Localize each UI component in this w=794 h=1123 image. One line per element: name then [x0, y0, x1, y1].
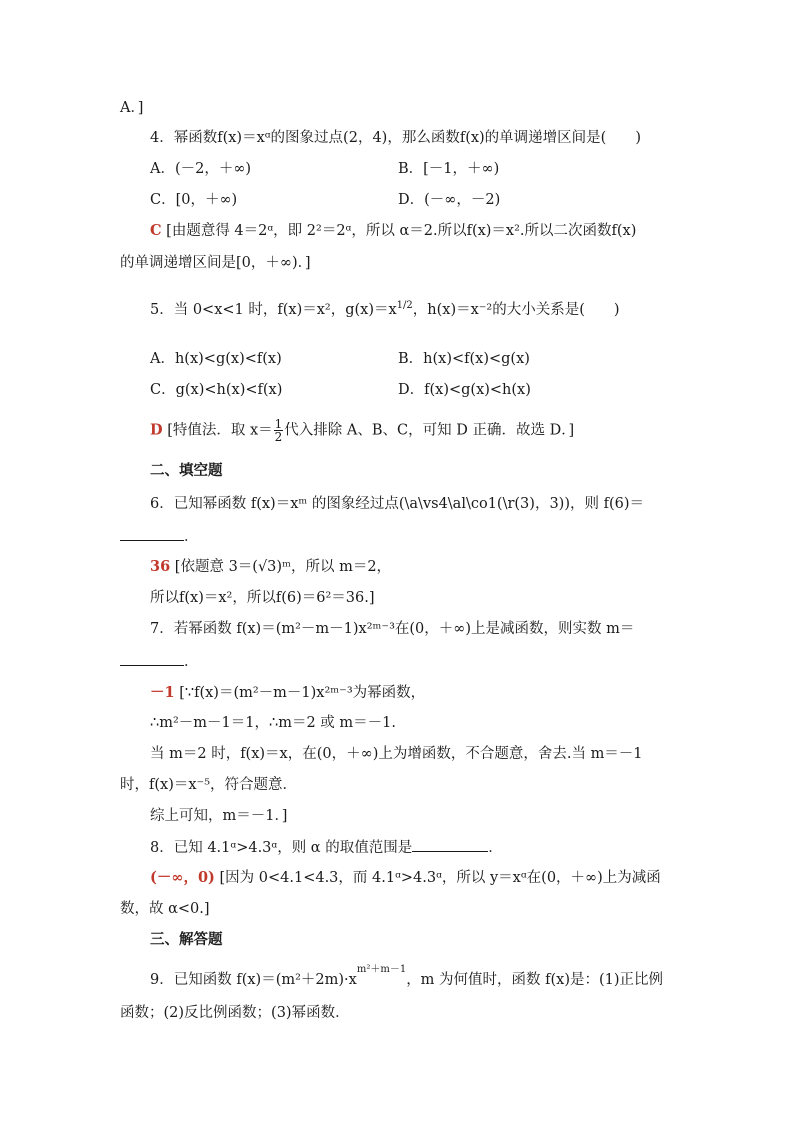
- q6-period: ．: [184, 529, 199, 545]
- q5-answer: [150, 418, 574, 443]
- q6-answer-text: [依题意 3＝(√3)ᵐ，所以 m＝2，: [174, 559, 392, 575]
- q7-answer-line5: 综上可知，m＝－1．]: [150, 808, 288, 824]
- q4-option-b: B．[－1，＋∞): [398, 161, 500, 177]
- q5-option-a: A．h(x)<g(x)<f(x): [150, 351, 282, 367]
- section-fill-in: 二、填空题: [150, 462, 223, 479]
- q6-answer-value: 36: [150, 558, 171, 575]
- section-solution: 三、解答题: [150, 931, 223, 948]
- q6-answer-line2: 所以f(x)＝x²，所以f(6)＝6²＝36.]: [150, 590, 375, 606]
- q5-stem-pre: 5．当 0<x<1 时，f(x)＝x²，g(x)＝x: [150, 302, 397, 318]
- q5-exponent: 1/2: [396, 300, 413, 312]
- question-7-stem: 7．若幂函数 f(x)＝(m²－m－1)x²ᵐ⁻³在(0，＋∞)上是减函数，则实数 m＝: [150, 621, 635, 637]
- q8-answer-text: [因为 0<4.1<4.3，而 4.1ᵅ>4.3ᵅ，所以 y＝xᵅ在(0，＋∞)上为减函: [219, 870, 661, 886]
- q8-period: ．: [488, 840, 503, 856]
- q7-answer: [150, 683, 425, 703]
- q8-answer: [150, 868, 661, 888]
- q5-option-c: C．g(x)<h(x)<f(x): [150, 382, 283, 398]
- q7-blank-line: [120, 651, 199, 672]
- question-6-stem: 6．已知幂函数 f(x)＝xᵐ 的图象经过点(\a\vs4\al\co1(\r(3)，3))，则 f(6)＝: [150, 496, 644, 512]
- q5-stem-post: ，h(x)＝x⁻²的大小关系是( ): [412, 302, 620, 318]
- fraction-one-half: [274, 418, 284, 443]
- q8-answer-value: (－∞，0): [150, 869, 215, 886]
- q7-answer-line2: ∴m²－m－1＝1，∴m＝2 或 m＝－1.: [150, 715, 396, 731]
- q7-period: ．: [184, 654, 199, 670]
- q5-answer-pre: [特值法．取 x＝: [167, 422, 273, 439]
- q8-answer-blank[interactable]: [412, 837, 488, 852]
- q8-answer-line2: 数，故 α<0.]: [120, 901, 210, 917]
- frac-num: 1: [274, 417, 283, 431]
- q4-option-d: D．(－∞，－2): [398, 192, 501, 208]
- q7-answer-line4: 时，f(x)＝x⁻⁵，符合题意．: [120, 777, 298, 793]
- frac-den: 2: [274, 430, 283, 444]
- q4-option-a: A．(－2，＋∞): [150, 161, 252, 177]
- q4-answer-line2: 的单调递增区间是[0，＋∞)．]: [120, 255, 311, 271]
- q9-exponent: m²＋m－1: [356, 964, 407, 976]
- q4-answer-text: [由题意得 4＝2ᵅ，即 2²＝2ᵅ，所以 α＝2.所以f(x)＝x².所以二次函数f(x): [166, 223, 637, 239]
- q4-option-c: C．[0，＋∞): [150, 192, 238, 208]
- q5-answer-letter: D: [150, 421, 163, 439]
- q8-stem-text: 8．已知 4.1ᵅ>4.3ᵅ，则 α 的取值范围是: [150, 840, 413, 856]
- question-4-stem: 4．幂函数f(x)＝xᵅ的图象过点(2，4)，那么函数f(x)的单调递增区间是( ): [150, 130, 641, 146]
- q4-answer: [150, 221, 636, 241]
- q6-answer-blank[interactable]: [120, 526, 184, 541]
- q7-answer-value: －1: [150, 684, 175, 701]
- q5-answer-post: 代入排除 A、B、C，可知 D 正确．故选 D．]: [284, 422, 575, 439]
- q6-answer: [150, 557, 391, 577]
- question-8-stem: [150, 837, 503, 858]
- question-9-stem: [150, 964, 664, 990]
- q9-stem-pre: 9．已知函数 f(x)＝(m²＋2m)·x: [150, 972, 357, 988]
- q7-answer-line3: 当 m＝2 时，f(x)＝x，在(0，＋∞)上为增函数，不合题意，舍去.当 m＝－1: [150, 746, 643, 762]
- q6-blank-line: [120, 526, 199, 547]
- q7-answer-blank[interactable]: [120, 651, 184, 666]
- q4-answer-letter: C: [150, 222, 162, 239]
- q5-option-b: B．h(x)<f(x)<g(x): [398, 351, 530, 367]
- q7-answer-text: [∵f(x)＝(m²－m－1)x²ᵐ⁻³为幂函数，: [179, 685, 426, 701]
- question-5-stem: [150, 300, 620, 320]
- prev-answer-tail: A．]: [120, 100, 144, 116]
- q9-stem-line2: 函数；(2)反比例函数；(3)幂函数．: [120, 1005, 350, 1021]
- q9-stem-post: ，m 为何值时，函数 f(x)是：(1)正比例: [406, 972, 664, 988]
- q5-option-d: D．f(x)<g(x)<h(x): [398, 382, 531, 398]
